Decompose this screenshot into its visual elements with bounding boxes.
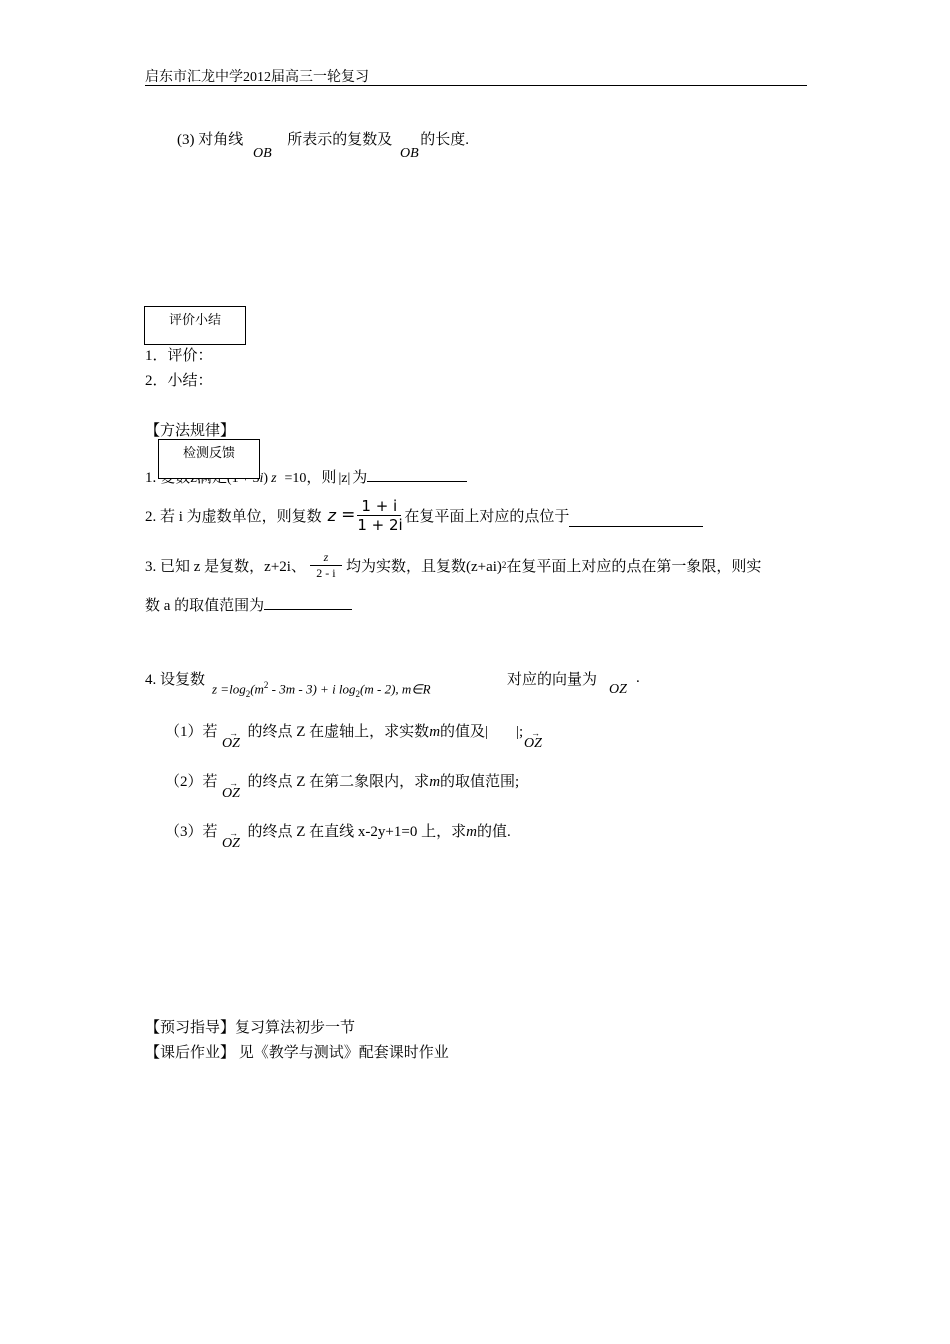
homework-label: 【课后作业】 — [145, 1045, 236, 1061]
p4-s3-a: （3）若 — [165, 824, 218, 840]
p2-fraction — [357, 497, 401, 534]
homework — [145, 1041, 449, 1062]
homework-text: 见《教学与测试》配套课时作业 — [235, 1045, 449, 1061]
p1-i: i — [259, 471, 264, 486]
p4-s3-c: 的值. — [476, 824, 511, 840]
p4-s1-a: （1）若 — [165, 724, 218, 740]
p3-middle: 均为实数，且复数(z+ai) — [345, 558, 502, 575]
p3-sup: 2 — [501, 560, 507, 570]
vector-arrow-icon: → — [229, 778, 238, 788]
p4-s1-b: 的终点 Z 在虚轴上，求实数 — [247, 724, 430, 740]
p1-answer-blank — [367, 467, 467, 482]
preview-text: 复习算法初步一节 — [235, 1020, 356, 1036]
q3-line — [177, 128, 469, 149]
p4-sub3-line — [165, 820, 511, 841]
p2-denominator: 1 + 2i — [357, 515, 403, 534]
p3-denominator: 2 - i — [316, 565, 336, 580]
preview-label: 【预习指导】 — [145, 1020, 236, 1036]
p4-sub1-line — [165, 720, 523, 741]
p2-z: z — [327, 505, 337, 525]
p4-formula-b: (m — [250, 681, 264, 697]
q3-prefix: (3) 对角线 — [177, 132, 244, 148]
p4-period: . — [636, 670, 640, 686]
p2-numerator: 1 + i — [361, 496, 398, 515]
p3-fraction — [310, 550, 342, 581]
p4-formula — [212, 680, 431, 699]
p4-s1-c: 的值及| — [440, 724, 489, 740]
method-heading: 【方法规律】 — [145, 423, 236, 439]
p4-oz: OZ — [609, 682, 627, 697]
p4-sup: 2 — [263, 680, 269, 690]
p2-prefix: 2. 若 i 为虚数单位，则复数 — [145, 508, 322, 525]
p4-s3-m: m — [466, 824, 477, 840]
eval-summary-box — [144, 306, 246, 345]
p4-s2-b: 的终点 Z 在第二象限内，求 — [247, 774, 430, 790]
q3-ob-1: OB — [253, 146, 272, 161]
p4-s2-oz: OZ — [222, 786, 240, 801]
p4-s3-oz: OZ — [222, 836, 240, 851]
p2-suffix: 在复平面上对应的点位于 — [404, 508, 570, 525]
eval-summary-label: 评价小结 — [168, 312, 221, 327]
vector-arrow-icon: → — [229, 828, 238, 838]
p4-s2-a: （2）若 — [165, 774, 218, 790]
vector-arrow-icon: → — [229, 728, 238, 738]
problem-4-prefix: 4. 设复数 — [145, 672, 206, 688]
q3-suffix: 的长度. — [420, 132, 470, 148]
p3-suffix: 在复平面上对应的点在第一象限，则实 — [506, 558, 762, 575]
p4-suffix: 对应的向量为 — [507, 672, 598, 688]
p3-numerator: z — [323, 549, 329, 564]
p1-wei: 为 — [352, 470, 368, 486]
eval-item-2: 2．小结： — [145, 373, 213, 389]
p1-eq: =10 — [284, 471, 307, 486]
eval-item-1: 1．评价： — [145, 348, 213, 364]
p2-answer-blank — [569, 512, 703, 527]
p4-formula-c: - 3m - 3) + i log — [268, 681, 356, 697]
q3-middle: 所表示的复数及 — [287, 132, 393, 148]
p2-eq: = — [341, 505, 356, 525]
p4-s3-b: 的终点 Z 在直线 x-2y+1=0 上，求 — [247, 824, 467, 840]
vector-arrow-icon: → — [531, 728, 540, 738]
q3-ob-2: OB — [400, 146, 419, 161]
p1-then: ，则 — [306, 470, 337, 486]
p4-s1-d: |; — [516, 724, 524, 740]
header-rule — [145, 85, 807, 86]
p4-s2-c: 的取值范围; — [440, 774, 520, 790]
p4-sub-2: 2 — [355, 688, 361, 699]
preview-guide — [145, 1016, 355, 1037]
p4-sub2-line — [165, 770, 519, 791]
page-header: 启东市汇龙中学2012届高三一轮复习 — [145, 70, 369, 85]
p4-formula-a: z =log — [212, 681, 246, 697]
check-feedback-box — [158, 439, 260, 479]
p4-formula-d: (m - 2), m∈R — [360, 681, 431, 697]
problem-3-line2 — [145, 594, 352, 615]
p4-s1-m: m — [429, 724, 441, 740]
check-feedback-label: 检测反馈 — [182, 445, 235, 460]
p3-prefix: 3. 已知 z 是复数，z+2i、 — [145, 558, 306, 575]
p4-s2-m: m — [429, 774, 441, 790]
p3-line2: 数 a 的取值范围为 — [145, 598, 265, 614]
p1-abs-z: |z| — [338, 471, 351, 486]
p4-s1-oz-2: OZ — [524, 736, 542, 751]
p1-prefix: 1. — [145, 470, 157, 486]
p1-paren-close: ) — [263, 471, 269, 486]
p4-sub-1: 2 — [245, 688, 251, 699]
p1-z: z — [271, 471, 277, 486]
p4-s1-oz-1: OZ — [222, 736, 240, 751]
problem-2 — [145, 490, 703, 540]
p3-answer-blank — [264, 595, 352, 610]
problem-3 — [145, 543, 761, 587]
